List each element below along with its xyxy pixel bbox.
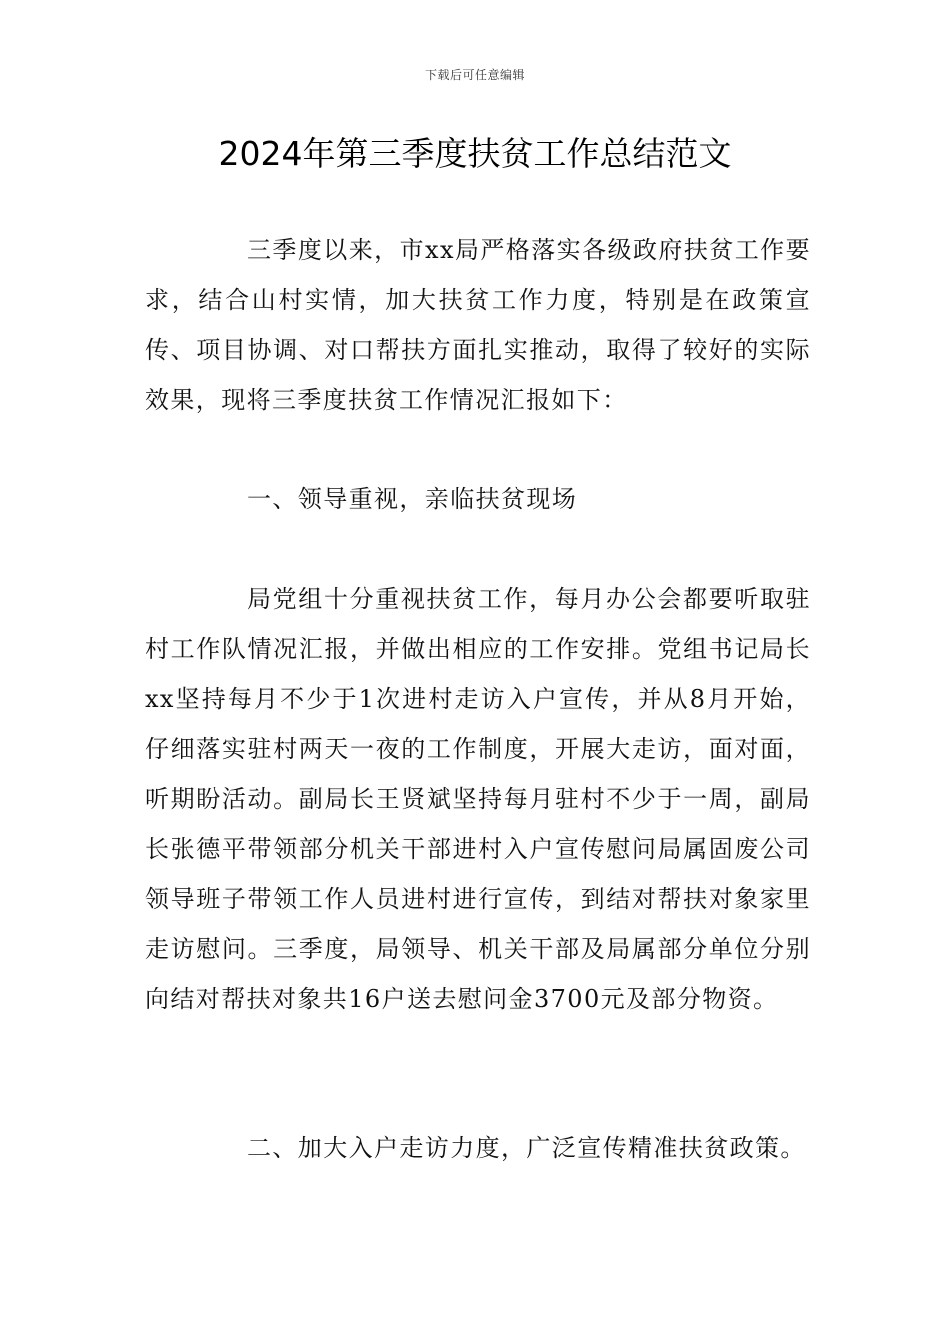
section-2-heading: 二、加大入户走访力度，广泛宣传精准扶贫政策。 xyxy=(247,1134,806,1162)
section-1-paragraph: 局党组十分重视扶贫工作，每月办公会都要听取驻村工作队情况汇报，并做出相应的工作安排。党组书记局长xx坚持每月不少于1次进村走访入户宣传，并从8月开始，仔细落实驻村两天一夜的工作制度，开展大走访，面对面，听期盼活动。副局长王贤斌坚持每月驻村不少于一周，副局长张德平带领部分机关干部进村入户宣传慰问局属固废公司领导班子带领工作人员进村进行宣传，到结对帮扶对象家里走访慰问。三季度，局领导、机关干部及局属部分单位分别向结对帮扶对象共16户送去慰问金3700元及部分物资。 xyxy=(145,585,811,1013)
document-title: 2024年第三季度扶贫工作总结范文 xyxy=(218,134,732,173)
section-1-heading: 一、领导重视，亲临扶贫现场 xyxy=(247,485,578,513)
intro-paragraph: 三季度以来，市xx局严格落实各级政府扶贫工作要求，结合山村实情，加大扶贫工作力度，特别是在政策宣传、项目协调、对口帮扶方面扎实推动，取得了较好的实际效果，现将三季度扶贫工作情况汇报如下： xyxy=(145,236,811,414)
header-note: 下载后可任意编辑 xyxy=(424,68,525,82)
